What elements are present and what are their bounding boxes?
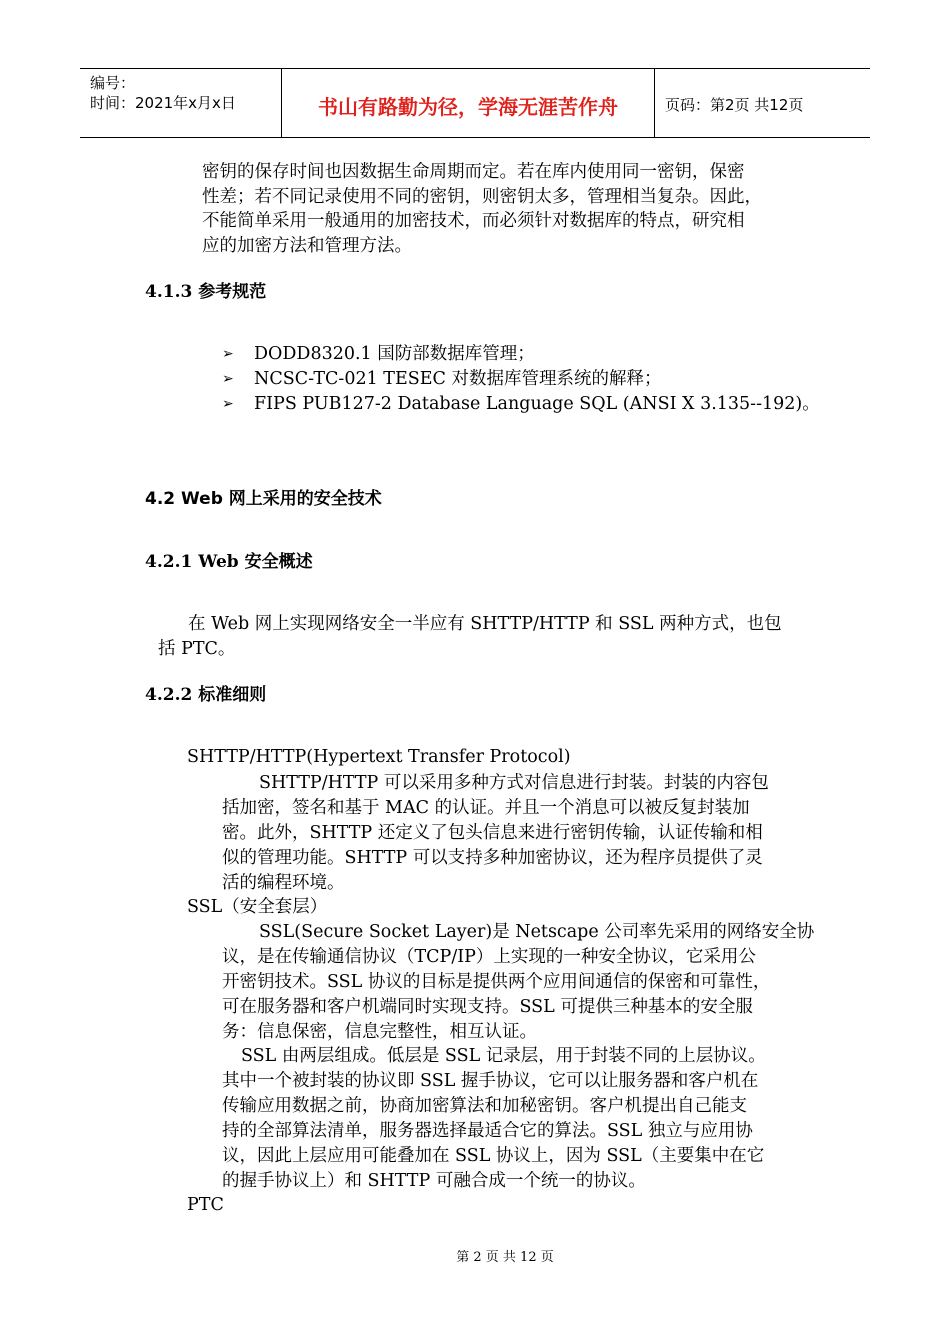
shttp-line-3: 密。此外，SHTTP 还定义了包头信息来进行密钥传输，认证传输和相 [222,823,763,843]
reference-item [222,342,535,367]
ssl-line-5: 务：信息保密，信息完整性，相互认证。 [222,1022,537,1042]
shttp-line-1: SHTTP/HTTP 可以采用多种方式对信息进行封装。封装的内容包 [259,773,769,793]
reference-item [222,392,820,417]
ssl-layers-line-1: SSL 由两层组成。低层是 SSL 记录层，用于封装不同的上层协议。 [241,1046,766,1066]
ssl-line-4: 可在服务器和客户机端同时实现支持。SSL 可提供三种基本的安全服 [222,997,753,1017]
ssl-layers-line-4: 持的全部算法清单，服务器选择最适合它的算法。SSL 独立与应用协 [222,1121,753,1141]
document-number-label: 编号： [90,74,136,92]
page-footer [0,1246,950,1265]
section-4-1-3-heading: 4.1.3 参考规范 [145,282,267,302]
ssl-layers-line-6: 的握手协议上）和 SHTTP 可融合成一个统一的协议。 [222,1171,646,1191]
ssl-line-1: SSL(Secure Socket Layer)是 Netscape 公司率先采用的网络安全协 [259,922,815,942]
shttp-line-4: 似的管理功能。SHTTP 可以支持多种加密协议，还为程序员提供了灵 [222,848,763,868]
arrow-bullet-icon: ➢ [222,371,234,387]
ssl-layers-line-2: 其中一个被封装的协议即 SSL 握手协议，它可以让服务器和客户机在 [222,1071,759,1091]
ssl-line-2: 议，是在传输通信协议（TCP/IP）上实现的一种安全协议，它采用公 [222,947,756,967]
section-4-2-2-heading: 4.2.2 标准细则 [145,685,267,705]
reference-item-text: FIPS PUB127-2 Database Language SQL (ANSI X 3.135--192)。 [254,394,820,414]
page-header [80,68,870,138]
ssl-line-3: 开密钥技术。SSL 协议的目标是提供两个应用间通信的保密和可靠性， [222,972,771,992]
intro-line-4: 应的加密方法和管理方法。 [202,235,412,256]
reference-item [222,367,661,392]
web-overview-line-2: 括 PTC。 [158,639,236,659]
shttp-line-2: 括加密，签名和基于 MAC 的认证。并且一个消息可以被反复封装加 [222,798,750,818]
arrow-bullet-icon: ➢ [222,346,234,362]
section-4-2-1-heading: 4.2.1 Web 安全概述 [145,552,313,572]
intro-line-3: 不能简单采用一般通用的加密技术，而必须针对数据库的特点，研究相 [202,211,745,231]
header-page-info: 页码：第2页 共12页 [665,95,804,114]
footer-page-number: 第 2 页 共 12 页 [456,1250,554,1265]
intro-line-1: 密钥的保存时间也因数据生命周期而定。若在库内使用同一密钥，保密 [202,162,745,182]
ssl-heading: SSL（安全套层） [187,897,328,917]
intro-line-2: 性差；若不同记录使用不同的密钥，则密钥太多，管理相当复杂。因此， [202,186,762,207]
document-date-label: 时间：2021年x月x日 [90,94,236,112]
shttp-heading: SHTTP/HTTP(Hypertext Transfer Protocol) [187,747,571,767]
web-overview-line-1: 在 Web 网上实现网络安全一半应有 SHTTP/HTTP 和 SSL 两种方式，也包 [188,614,782,634]
reference-item-text: NCSC-TC-021 TESEC 对数据库管理系统的解释； [254,369,662,389]
header-motto: 书山有路勤为径，学海无涯苦作舟 [282,69,655,137]
ssl-layers-line-5: 议，因此上层应用可能叠加在 SSL 协议上，因为 SSL（主要集中在它 [222,1146,765,1166]
ssl-layers-line-3: 传输应用数据之前，协商加密算法和加秘密钥。客户机提出自己能支 [222,1096,747,1116]
shttp-line-5: 活的编程环境。 [222,873,345,893]
reference-item-text: DODD8320.1 国防部数据库管理； [254,344,535,364]
arrow-bullet-icon: ➢ [222,396,234,412]
section-4-2-heading: 4.2 Web 网上采用的安全技术 [145,489,382,509]
header-meta [80,69,282,137]
ptc-heading: PTC [187,1195,224,1215]
